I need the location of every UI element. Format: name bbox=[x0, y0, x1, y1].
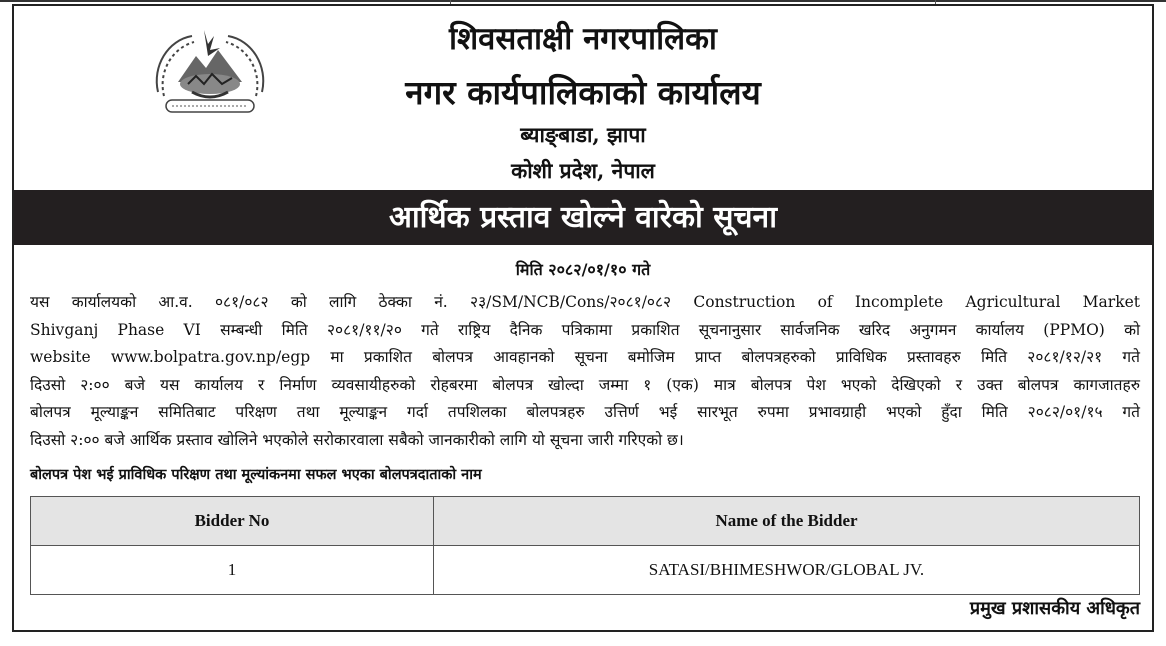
notice-body-line: Shivganj Phase VI सम्बन्धी मिति २०८१/११/२० गते राष्ट्रिय दैनिक पत्रिकामा प्रकाशित सूचनानुसार सार्वजनिक खरिद अनुगमन कार्यालय (PPMO) को bbox=[30, 320, 1140, 339]
municipality-name: शिवसताक्षी नगरपालिका bbox=[449, 21, 717, 57]
notice-body-line: बोलपत्र मूल्याङ्कन समितिबाट परिक्षण तथा मूल्याङ्कन गर्दा तपशिलका बोलपत्रहरु उत्तिर्ण भई सारभूत रुपमा प्रभावग्राही भएको हुँदा मिति २०८२/०१/१५ गते bbox=[30, 403, 1140, 422]
notice-body-line: दिउसो २:०० बजे आर्थिक प्रस्ताव खोलिने भएकोले सरोकारवाला सबैको जानकारीको लागि यो सूचना जारी गरिएको छ। bbox=[30, 430, 684, 449]
bidder-name-cell: SATASI/BHIMESHWOR/GLOBAL JV. bbox=[434, 546, 1140, 595]
bidder-no-cell: 1 bbox=[31, 546, 434, 595]
office-name: नगर कार्यपालिकाको कार्यालय bbox=[405, 73, 761, 112]
column-header-bidder-name: Name of the Bidder bbox=[434, 497, 1140, 546]
bidders-table bbox=[30, 496, 1140, 595]
notice-body-line: website www.bolpatra.gov.np/egp मा प्रकाशित बोलपत्र आवहानको सूचना बमोजिम प्राप्त बोलपत्रहरुको प्राविधिक प्रस्तावहरु मिति २०८१/१२/२१ गते bbox=[30, 348, 1140, 367]
column-header-bidder-no: Bidder No bbox=[31, 497, 434, 546]
notice-body-line: यस कार्यालयको आ.व. ०८१/०८२ को लागि ठेक्का नं. २३/SM/NCB/Cons/२०८१/०८२ Construction of Incomplete Agricultural Market bbox=[30, 293, 1140, 311]
table-header-row bbox=[31, 497, 1140, 546]
address-line-1: ब्याङ्बाडा, झापा bbox=[520, 122, 646, 147]
notice-body bbox=[30, 289, 1140, 455]
address-line-2: कोशी प्रदेश, नेपाल bbox=[511, 158, 655, 183]
notice-title-banner: आर्थिक प्रस्ताव खोल्ने वारेको सूचना bbox=[14, 190, 1152, 245]
top-rule bbox=[0, 0, 1166, 2]
signature-title: प्रमुख प्रशासकीय अधिकृत bbox=[969, 598, 1140, 619]
table-heading: बोलपत्र पेश भई प्राविधिक परिक्षण तथा मूल्यांकनमा सफल भएका बोलपत्रदाताको नाम bbox=[30, 466, 482, 483]
notice-date: मिति २०८२/०१/१० गते bbox=[515, 260, 651, 279]
table-row bbox=[31, 546, 1140, 595]
notice-body-line: दिउसो २:०० बजे यस कार्यालय र निर्माण व्यवसायीहरुको रोहबरमा बोलपत्र खोल्दा जम्मा १ (एक) मात्र बोलपत्र पेश भएको देखिएको र उक्त बोलपत्र कागजातहरु bbox=[30, 375, 1140, 394]
